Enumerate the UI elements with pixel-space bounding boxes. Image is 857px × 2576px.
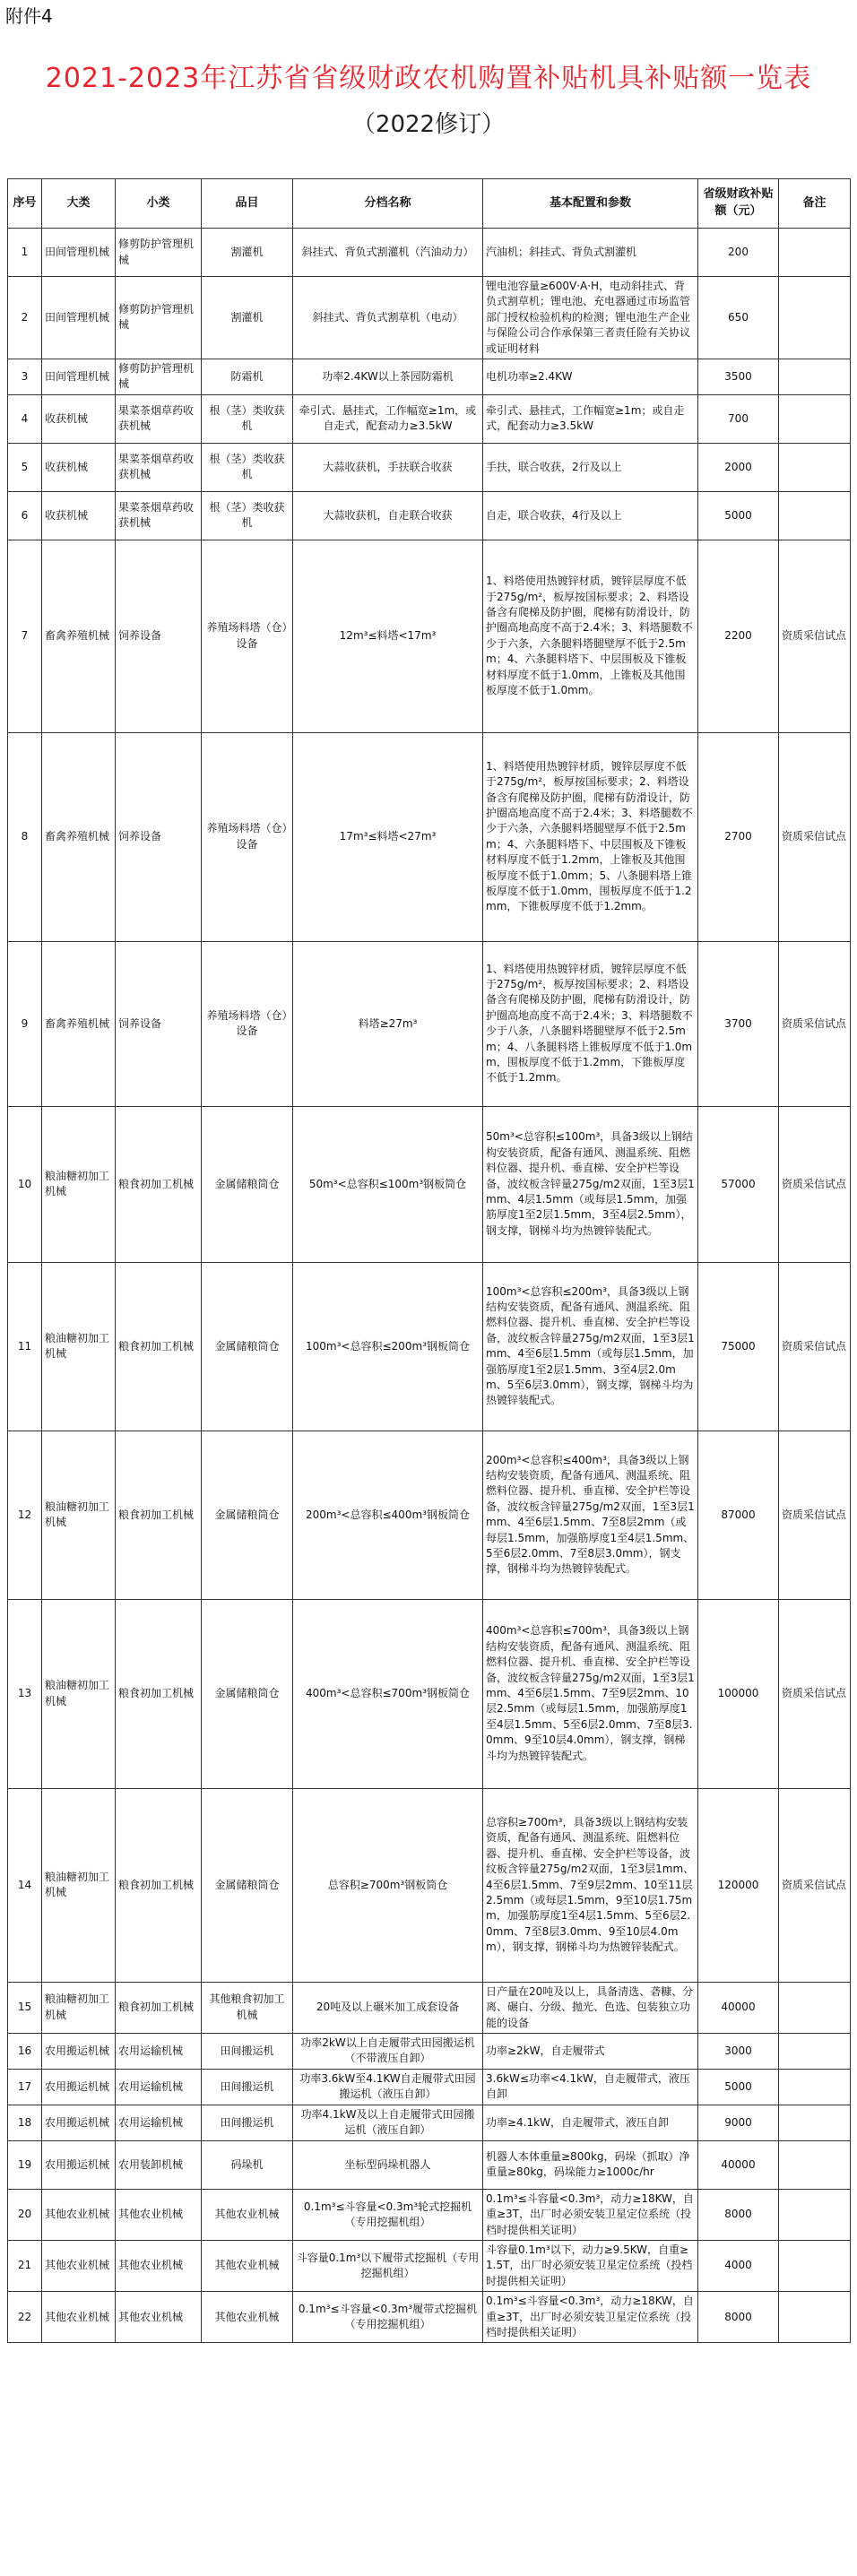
table-row [8, 2189, 851, 2240]
table-row [8, 2033, 851, 2069]
table-row [8, 2241, 851, 2292]
row-subcategory: 果菜茶烟草药收获机械 [116, 491, 202, 540]
row-note [779, 2292, 851, 2343]
row-item: 码垛机 [202, 2140, 293, 2189]
row-subcategory: 粮食初加工机械 [116, 1982, 202, 2033]
row-grade: 牵引式、悬挂式，工作幅宽≥1m，或自走式，配套动力≥3.5kW [293, 394, 483, 443]
row-item: 金属储粮筒仓 [202, 1599, 293, 1788]
row-amount: 3700 [698, 941, 779, 1106]
row-category: 粮油糖初加工机械 [42, 1431, 116, 1599]
row-category: 其他农业机械 [42, 2189, 116, 2240]
row-spec: 400m³<总容积≤700m³，具备3级以上钢结构安装资质，配备有通风、测温系统、阻燃料位器、提升机、垂直梯、安全护栏等设备，波纹板含锌量275g/m2双面，1至3层1mm、4至6层1.5mm、7至9层2mm、10层2.5mm（或每层1.5mm，加强筋厚度1至4层1.5mm、5至6层2.0mm、7至8层3.0mm、9至10层4.0mm），钢支撑，钢梯斗均为热镀锌装配式。 [483, 1599, 698, 1788]
col-header-note: 备注 [779, 179, 851, 229]
row-number: 7 [8, 540, 42, 732]
row-category: 畜禽养殖机械 [42, 540, 116, 732]
row-note [779, 2069, 851, 2105]
row-grade: 功率2.4KW以上茶园防霜机 [293, 359, 483, 394]
row-subcategory: 粮食初加工机械 [116, 1431, 202, 1599]
col-header-amount: 省级财政补贴额（元） [698, 179, 779, 229]
row-note: 资质采信试点 [779, 1262, 851, 1431]
row-subcategory: 其他农业机械 [116, 2241, 202, 2292]
row-amount: 700 [698, 394, 779, 443]
row-note [779, 491, 851, 540]
row-number: 16 [8, 2033, 42, 2069]
row-item: 防霜机 [202, 359, 293, 394]
row-item: 其他农业机械 [202, 2241, 293, 2292]
row-number: 14 [8, 1788, 42, 1982]
table-row [8, 277, 851, 359]
row-note [779, 2140, 851, 2189]
row-note: 资质采信试点 [779, 540, 851, 732]
row-item: 田间搬运机 [202, 2069, 293, 2105]
row-item: 割灌机 [202, 229, 293, 277]
row-amount: 40000 [698, 2140, 779, 2189]
row-number: 20 [8, 2189, 42, 2240]
row-category: 粮油糖初加工机械 [42, 1982, 116, 2033]
row-grade: 总容积≥700m³钢板筒仓 [293, 1788, 483, 1982]
row-amount: 9000 [698, 2105, 779, 2140]
row-number: 9 [8, 941, 42, 1106]
row-subcategory: 其他农业机械 [116, 2292, 202, 2343]
table-row [8, 2069, 851, 2105]
row-subcategory: 粮食初加工机械 [116, 1106, 202, 1262]
row-category: 农用搬运机械 [42, 2105, 116, 2140]
row-item: 其他农业机械 [202, 2189, 293, 2240]
row-item: 其他农业机械 [202, 2292, 293, 2343]
row-spec: 1、料塔使用热镀锌材质，镀锌层厚度不低于275g/m²，板厚按国标要求；2、料塔设备含有爬梯及防护圈，爬梯有防滑设计，防护圈高地高度不高于2.4米；3、料塔腿数不少于六条，六条腿料塔腿壁厚不低于2.5mm；4、六条腿料塔下、中层围板及下锥板材料厚度不低于1.0mm，上锥板及其他围板厚度不低于1.0mm。 [483, 540, 698, 732]
row-grade: 斜挂式、背负式割灌机（汽油动力） [293, 229, 483, 277]
row-amount: 2000 [698, 443, 779, 491]
row-amount: 87000 [698, 1431, 779, 1599]
table-row [8, 1788, 851, 1982]
row-grade: 400m³<总容积≤700m³钢板筒仓 [293, 1599, 483, 1788]
row-subcategory: 农用运输机械 [116, 2033, 202, 2069]
table-row [8, 540, 851, 732]
row-amount: 100000 [698, 1599, 779, 1788]
row-note [779, 1982, 851, 2033]
page-subtitle: （2022修订） [351, 111, 506, 138]
row-amount: 120000 [698, 1788, 779, 1982]
row-number: 13 [8, 1599, 42, 1788]
row-item: 割灌机 [202, 277, 293, 359]
row-category: 农用搬运机械 [42, 2140, 116, 2189]
row-note [779, 277, 851, 359]
row-spec: 自走，联合收获，4行及以上 [483, 491, 698, 540]
row-grade: 功率3.6kW至4.1KW自走履带式田园搬运机（液压自卸） [293, 2069, 483, 2105]
row-note [779, 394, 851, 443]
row-amount: 5000 [698, 491, 779, 540]
row-item: 田间搬运机 [202, 2105, 293, 2140]
row-grade: 大蒜收获机，自走联合收获 [293, 491, 483, 540]
row-amount: 5000 [698, 2069, 779, 2105]
row-spec: 电机功率≥2.4KW [483, 359, 698, 394]
row-grade: 50m³<总容积≤100m³钢板筒仓 [293, 1106, 483, 1262]
table-row [8, 1982, 851, 2033]
row-amount: 2700 [698, 732, 779, 941]
row-subcategory: 修剪防护管理机械 [116, 229, 202, 277]
row-grade: 斜挂式、背负式割草机（电动） [293, 277, 483, 359]
row-number: 17 [8, 2069, 42, 2105]
row-item: 金属储粮筒仓 [202, 1788, 293, 1982]
row-grade: 功率2kW以上自走履带式田园搬运机（不带液压自卸） [293, 2033, 483, 2069]
row-subcategory: 粮食初加工机械 [116, 1262, 202, 1431]
row-subcategory: 农用装卸机械 [116, 2140, 202, 2189]
row-spec: 功率≥4.1kW，自走履带式，液压自卸 [483, 2105, 698, 2140]
row-number: 5 [8, 443, 42, 491]
row-spec: 50m³<总容积≤100m³，具备3级以上钢结构安装资质，配备有通风、测温系统、阻燃料位器、提升机、垂直梯、安全护栏等设备，波纹板含锌量275g/m2双面，1至3层1mm、4层1.5mm（或每层1.5mm，加强筋厚度1至2层1.5mm，3至4层2.5mm），钢支撑，钢梯斗均为热镀锌装配式。 [483, 1106, 698, 1262]
row-subcategory: 其他农业机械 [116, 2189, 202, 2240]
row-grade: 200m³<总容积≤400m³钢板筒仓 [293, 1431, 483, 1599]
table-row [8, 1106, 851, 1262]
row-grade: 12m³≤料塔<17m³ [293, 540, 483, 732]
row-number: 10 [8, 1106, 42, 1262]
row-subcategory: 粮食初加工机械 [116, 1599, 202, 1788]
row-spec: 3.6kW≤功率<4.1kW，自走履带式，液压自卸 [483, 2069, 698, 2105]
row-spec: 汽油机；斜挂式、背负式割灌机 [483, 229, 698, 277]
row-subcategory: 农用运输机械 [116, 2069, 202, 2105]
row-note [779, 2241, 851, 2292]
row-note: 资质采信试点 [779, 732, 851, 941]
row-subcategory: 粮食初加工机械 [116, 1788, 202, 1982]
table-row [8, 2105, 851, 2140]
row-note [779, 359, 851, 394]
row-category: 畜禽养殖机械 [42, 941, 116, 1106]
subsidy-table [7, 178, 851, 2343]
row-category: 农用搬运机械 [42, 2069, 116, 2105]
row-number: 19 [8, 2140, 42, 2189]
row-subcategory: 饲养设备 [116, 540, 202, 732]
row-number: 4 [8, 394, 42, 443]
row-amount: 40000 [698, 1982, 779, 2033]
row-item: 其他粮食初加工机械 [202, 1982, 293, 2033]
row-amount: 200 [698, 229, 779, 277]
table-header-row [8, 179, 851, 229]
row-amount: 3500 [698, 359, 779, 394]
row-item: 金属储粮筒仓 [202, 1106, 293, 1262]
row-spec: 1、料塔使用热镀锌材质，镀锌层厚度不低于275g/m²，板厚按国标要求；2、料塔设备含有爬梯及防护圈，爬梯有防滑设计，防护圈高地高度不高于2.4米；3、料塔腿数不少于八条，八条腿料塔腿壁厚不低于2.5mm；4、八条腿料塔上锥板厚度不低于1.0mm，围板厚度不低于1.2mm，下锥板厚度不低于1.2mm。 [483, 941, 698, 1106]
row-note [779, 443, 851, 491]
table-row [8, 229, 851, 277]
table-row [8, 1431, 851, 1599]
row-item: 金属储粮筒仓 [202, 1431, 293, 1599]
row-number: 21 [8, 2241, 42, 2292]
col-header-grade: 分档名称 [293, 179, 483, 229]
table-row [8, 394, 851, 443]
col-header-spec: 基本配置和参数 [483, 179, 698, 229]
row-amount: 8000 [698, 2189, 779, 2240]
row-note [779, 2189, 851, 2240]
row-note: 资质采信试点 [779, 1106, 851, 1262]
row-spec: 机器人本体重量≥800kg，码垛（抓取）净重量≥80kg，码垛能力≥1000c/hr [483, 2140, 698, 2189]
table-row [8, 443, 851, 491]
row-grade: 功率4.1kW及以上自走履带式田园搬运机（液压自卸） [293, 2105, 483, 2140]
row-note [779, 229, 851, 277]
row-category: 田间管理机械 [42, 359, 116, 394]
row-amount: 3000 [698, 2033, 779, 2069]
col-header-no: 序号 [8, 179, 42, 229]
row-spec: 斗容量0.1m³以下，动力≥9.5KW，自重≥1.5T，出厂时必须安装卫星定位系统（投档时提供相关证明） [483, 2241, 698, 2292]
row-category: 其他农业机械 [42, 2292, 116, 2343]
row-category: 粮油糖初加工机械 [42, 1788, 116, 1982]
row-grade: 0.1m³≤斗容量<0.3m³履带式挖掘机（专用挖掘机组） [293, 2292, 483, 2343]
row-note: 资质采信试点 [779, 1431, 851, 1599]
row-note: 资质采信试点 [779, 1599, 851, 1788]
table-row [8, 2292, 851, 2343]
row-grade: 坐标型码垛机器人 [293, 2140, 483, 2189]
row-spec: 手扶，联合收获，2行及以上 [483, 443, 698, 491]
row-number: 1 [8, 229, 42, 277]
row-grade: 100m³<总容积≤200m³钢板筒仓 [293, 1262, 483, 1431]
row-note: 资质采信试点 [779, 941, 851, 1106]
row-category: 粮油糖初加工机械 [42, 1599, 116, 1788]
row-item: 养殖场料塔（仓）设备 [202, 941, 293, 1106]
row-grade: 大蒜收获机，手扶联合收获 [293, 443, 483, 491]
row-subcategory: 农用运输机械 [116, 2105, 202, 2140]
table-row [8, 1599, 851, 1788]
row-number: 15 [8, 1982, 42, 2033]
row-number: 6 [8, 491, 42, 540]
row-category: 畜禽养殖机械 [42, 732, 116, 941]
col-header-item: 品目 [202, 179, 293, 229]
row-category: 收获机械 [42, 394, 116, 443]
row-spec: 总容积≥700m³，具备3级以上钢结构安装资质，配备有通风、测温系统、阻燃料位器、提升机、垂直梯、安全护栏等设备，波纹板含锌量275g/m2双面，1至3层1mm、4至6层1.5mm、7至9层2mm、10至11层2.5mm（或每层1.5mm，9至10层1.75mm，加强筋厚度1至4层1.5mm、5至6层2.0mm、7至8层3.0mm、9至10层4.0mm），钢支撑，钢梯斗均为热镀锌装配式。 [483, 1788, 698, 1982]
row-amount: 8000 [698, 2292, 779, 2343]
row-category: 农用搬运机械 [42, 2033, 116, 2069]
row-grade: 0.1m³≤斗容量<0.3m³轮式挖掘机（专用挖掘机组） [293, 2189, 483, 2240]
row-spec: 200m³<总容积≤400m³，具备3级以上钢结构安装资质，配备有通风、测温系统、阻燃料位器、提升机、垂直梯、安全护栏等设备，波纹板含锌量275g/m2双面，1至3层1mm、4至6层1.5mm、7至8层2mm（或每层1.5mm，加强筋厚度1至4层1.5mm、5至6层2.0mm、7至8层3.0mm），钢支撑，钢梯斗均为热镀锌装配式。 [483, 1431, 698, 1599]
row-category: 田间管理机械 [42, 277, 116, 359]
table-row [8, 359, 851, 394]
row-spec: 牵引式、悬挂式，工作幅宽≥1m；或自走式，配套动力≥3.5kW [483, 394, 698, 443]
row-amount: 57000 [698, 1106, 779, 1262]
row-item: 养殖场料塔（仓）设备 [202, 540, 293, 732]
table-row [8, 1262, 851, 1431]
row-amount: 650 [698, 277, 779, 359]
row-item: 根（茎）类收获机 [202, 394, 293, 443]
row-subcategory: 修剪防护管理机械 [116, 277, 202, 359]
row-note [779, 2105, 851, 2140]
table-row [8, 2140, 851, 2189]
row-item: 根（茎）类收获机 [202, 443, 293, 491]
row-number: 2 [8, 277, 42, 359]
row-number: 12 [8, 1431, 42, 1599]
row-category: 其他农业机械 [42, 2241, 116, 2292]
row-category: 收获机械 [42, 491, 116, 540]
row-grade: 17m³≤料塔<27m³ [293, 732, 483, 941]
row-category: 田间管理机械 [42, 229, 116, 277]
row-item: 金属储粮筒仓 [202, 1262, 293, 1431]
col-header-subcategory: 小类 [116, 179, 202, 229]
row-grade: 斗容量0.1m³以下履带式挖掘机（专用挖掘机组） [293, 2241, 483, 2292]
row-subcategory: 修剪防护管理机械 [116, 359, 202, 394]
row-category: 收获机械 [42, 443, 116, 491]
row-spec: 日产量在20吨及以上，具备清选、砻糠、分离、碾白、分级、抛光、色选、包装独立功能的设备 [483, 1982, 698, 2033]
row-note: 资质采信试点 [779, 1788, 851, 1982]
row-subcategory: 果菜茶烟草药收获机械 [116, 443, 202, 491]
row-spec: 100m³<总容积≤200m³，具备3级以上钢结构安装资质，配备有通风、测温系统、阻燃料位器、提升机、垂直梯、安全护栏等设备，波纹板含锌量275g/m2双面，1至3层1mm、4至6层1.5mm（或每层1.5mm，加强筋厚度1至2层1.5mm、3至4层2.0mm、5至6层3.0mm），钢支撑，钢梯斗均为热镀锌装配式。 [483, 1262, 698, 1431]
row-item: 养殖场料塔（仓）设备 [202, 732, 293, 941]
row-note [779, 2033, 851, 2069]
table-row [8, 732, 851, 941]
row-number: 22 [8, 2292, 42, 2343]
row-grade: 20吨及以上碾米加工成套设备 [293, 1982, 483, 2033]
row-category: 粮油糖初加工机械 [42, 1106, 116, 1262]
table-row [8, 491, 851, 540]
row-item: 田间搬运机 [202, 2033, 293, 2069]
row-category: 粮油糖初加工机械 [42, 1262, 116, 1431]
row-subcategory: 果菜茶烟草药收获机械 [116, 394, 202, 443]
row-number: 8 [8, 732, 42, 941]
row-number: 18 [8, 2105, 42, 2140]
row-subcategory: 饲养设备 [116, 941, 202, 1106]
attachment-label: 附件4 [5, 5, 53, 27]
row-spec: 锂电池容量≥600V·A·H，电动斜挂式、背负式割草机；锂电池、充电器通过市场监管部门授权检验机构的检测；锂电池生产企业与保险公司合作承保第三者责任险有关协议或证明材料 [483, 277, 698, 359]
row-grade: 料塔≥27m³ [293, 941, 483, 1106]
col-header-category: 大类 [42, 179, 116, 229]
row-amount: 75000 [698, 1262, 779, 1431]
page-title: 2021-2023年江苏省省级财政农机购置补贴机具补贴额一览表 [45, 63, 812, 94]
row-number: 3 [8, 359, 42, 394]
table-row [8, 941, 851, 1106]
row-spec: 功率≥2kW，自走履带式 [483, 2033, 698, 2069]
row-subcategory: 饲养设备 [116, 732, 202, 941]
row-spec: 1、料塔使用热镀锌材质，镀锌层厚度不低于275g/m²，板厚按国标要求；2、料塔设备含有爬梯及防护圈，爬梯有防滑设计，防护圈高地高度不高于2.4米；3、料塔腿数不少于六条，六条腿料塔腿壁厚不低于2.5mm；4、六条腿料塔下、中层围板及下锥板材料厚度不低于1.2mm，上锥板及其他围板厚度不低于1.0mm；5、八条腿料塔上锥板厚度不低于1.0mm，围板厚度不低于1.2mm，下锥板厚度不低于1.2mm。 [483, 732, 698, 941]
row-number: 11 [8, 1262, 42, 1431]
row-amount: 4000 [698, 2241, 779, 2292]
row-amount: 2200 [698, 540, 779, 732]
row-spec: 0.1m³≤斗容量<0.3m³，动力≥18KW，自重≥3T，出厂时必须安装卫星定位系统（投档时提供相关证明） [483, 2189, 698, 2240]
row-spec: 0.1m³≤斗容量<0.3m³，动力≥18KW，自重≥3T，出厂时必须安装卫星定位系统（投档时提供相关证明） [483, 2292, 698, 2343]
row-item: 根（茎）类收获机 [202, 491, 293, 540]
